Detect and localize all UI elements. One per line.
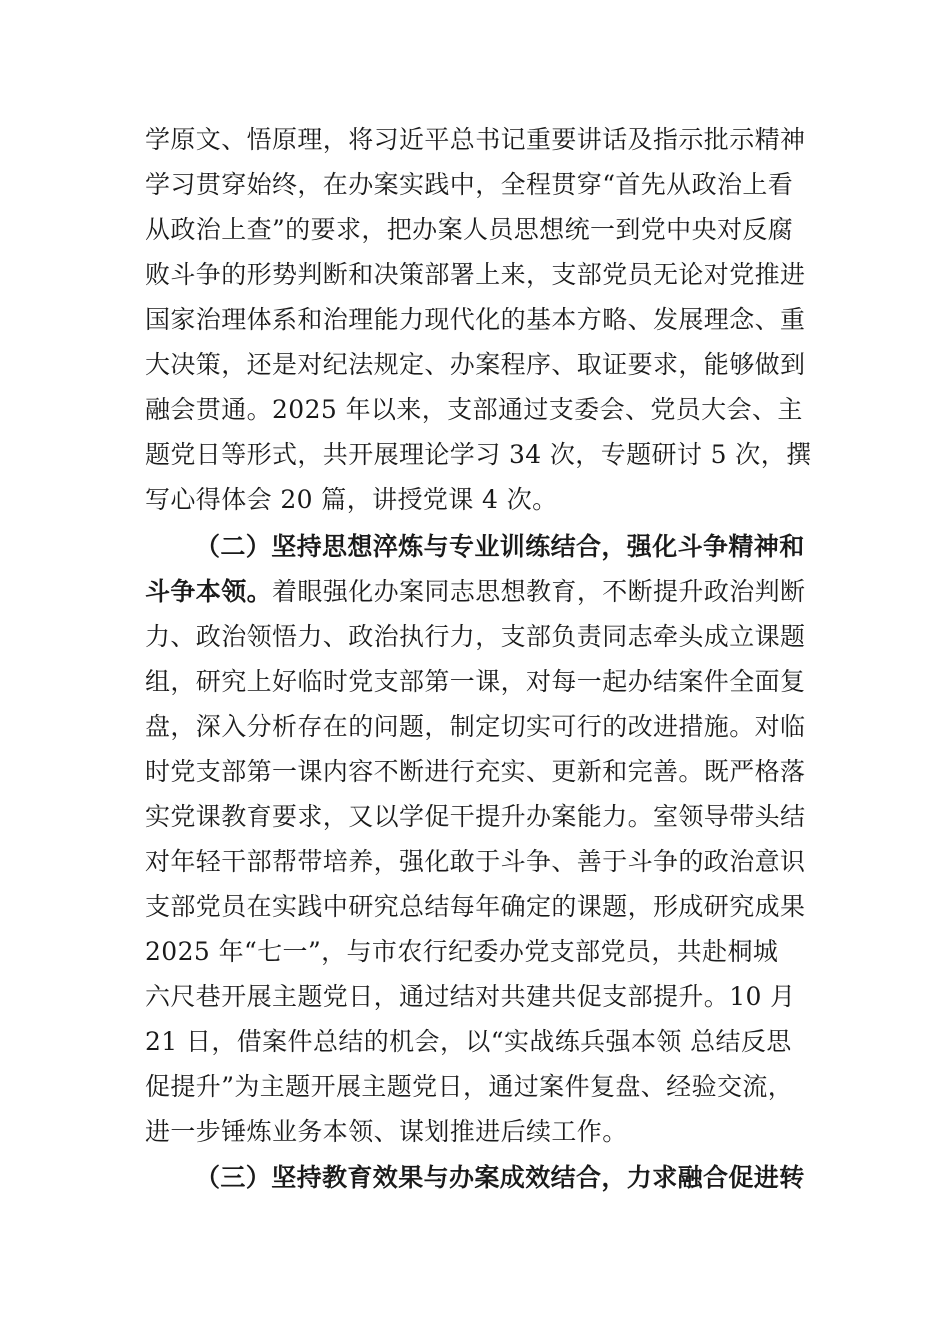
paragraph-2-line-9: 2025 年“七一”，与市农行纪委办党支部党员，共赴桐城 — [145, 937, 779, 966]
paragraph-2-line-3: 组，研究上好临时党支部第一课，对每一起办结案件全面复 — [145, 667, 806, 696]
paragraph-2-line-1 — [145, 577, 815, 607]
paragraph-1-line-7: 融会贯通。2025 年以来，支部通过支委会、党员大会、主 — [145, 395, 803, 424]
paragraph-2-heading: （二）坚持思想淬炼与专业训练结合，强化斗争精神和 — [195, 532, 805, 561]
paragraph-1-line-8: 题党日等形式，共开展理论学习 34 次，专题研讨 5 次，撰 — [145, 440, 812, 469]
paragraph-1-line-4: 败斗争的形势判断和决策部署上来，支部党员无论对党推进 — [145, 260, 806, 289]
paragraph-1-line-5: 国家治理体系和治理能力现代化的基本方略、发展理念、重 — [145, 305, 806, 334]
paragraph-2-line-6: 实党课教育要求，又以学促干提升办案能力。室领导带头结 — [145, 802, 806, 831]
paragraph-2-line-10: 六尺巷开展主题党日，通过结对共建共促支部提升。10 月 — [145, 982, 796, 1011]
paragraph-3-heading: （三）坚持教育效果与办案成效结合，力求融合促进转 — [195, 1163, 805, 1192]
paragraph-2-line-12: 促提升”为主题开展主题党日，通过案件复盘、经验交流， — [145, 1072, 794, 1101]
paragraph-2-line-1-text: 着眼强化办案同志思想教育，不断提升政治判断 — [272, 577, 806, 606]
paragraph-2-heading-tail: 斗争本领。 — [145, 577, 273, 606]
paragraph-2-line-7: 对年轻干部帮带培养，强化敢于斗争、善于斗争的政治意识 — [145, 847, 806, 876]
paragraph-1-line-3: 从政治上查”的要求，把办案人员思想统一到党中央对反腐 — [145, 215, 794, 244]
paragraph-2-line-4: 盘，深入分析存在的问题，制定切实可行的改进措施。对临 — [145, 712, 806, 741]
paragraph-1-line-6: 大决策，还是对纪法规定、办案程序、取证要求，能够做到 — [145, 350, 806, 379]
paragraph-1-line-9: 写心得体会 20 篇，讲授党课 4 次。 — [145, 485, 558, 514]
paragraph-2-line-11: 21 日，借案件总结的机会，以“实战练兵强本领 总结反思 — [145, 1027, 792, 1056]
paragraph-2-line-2: 力、政治领悟力、政治执行力，支部负责同志牵头成立课题 — [145, 622, 806, 651]
paragraph-2-line-13: 进一步锤炼业务本领、谋划推进后续工作。 — [145, 1117, 628, 1146]
paragraph-2-line-5: 时党支部第一课内容不断进行充实、更新和完善。既严格落 — [145, 757, 806, 786]
paragraph-1-line-1: 学原文、悟原理，将习近平总书记重要讲话及指示批示精神 — [145, 125, 806, 154]
paragraph-1-line-2: 学习贯穿始终，在办案实践中，全程贯穿“首先从政治上看 — [145, 170, 794, 199]
paragraph-2-line-8: 支部党员在实践中研究总结每年确定的课题，形成研究成果 — [145, 892, 806, 921]
